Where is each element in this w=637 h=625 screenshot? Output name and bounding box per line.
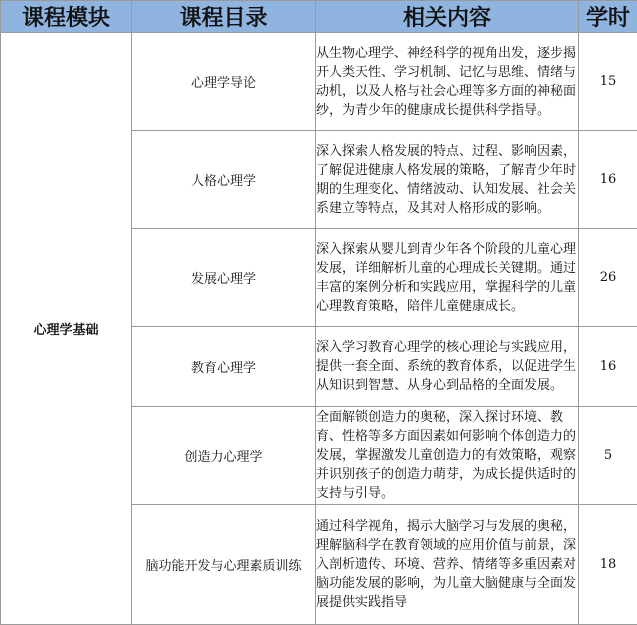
hours-cell: 18 <box>579 505 637 625</box>
header-content: 相关内容 <box>316 1 579 33</box>
catalog-cell: 创造力心理学 <box>132 407 316 505</box>
content-cell: 从生物心理学、神经科学的视角出发，逐步揭开人类天性、学习机制、记忆与思维、情绪与动机，以及人格与社会心理等多方面的神秘面纱，为青少年的健康成长提供科学指导。 <box>316 33 579 131</box>
hours-cell: 5 <box>579 407 637 505</box>
header-hours: 学时 <box>579 1 637 33</box>
content-cell: 全面解锁创造力的奥秘，深入探讨环境、教育、性格等多方面因素如何影响个体创造力的发展，掌握激发儿童创造力的有效策略，观察并识别孩子的创造力萌芽，为成长提供适时的支持与引导。 <box>316 407 579 505</box>
hours-cell: 26 <box>579 229 637 327</box>
header-catalog: 课程目录 <box>132 1 316 33</box>
catalog-cell: 发展心理学 <box>132 229 316 327</box>
catalog-cell: 脑功能开发与心理素质训练 <box>132 505 316 625</box>
content-cell: 深入探索从婴儿到青少年各个阶段的儿童心理发展，详细解析儿童的心理成长关键期。通过丰富的案例分析和实践应用，掌握科学的儿童心理教育策略，陪伴儿童健康成长。 <box>316 229 579 327</box>
catalog-cell: 教育心理学 <box>132 327 316 407</box>
header-module: 课程模块 <box>1 1 132 33</box>
header-row <box>1 1 637 33</box>
module-cell: 心理学基础 <box>1 33 132 625</box>
catalog-cell: 心理学导论 <box>132 33 316 131</box>
content-cell: 深入探索人格发展的特点、过程、影响因素，了解促进健康人格发展的策略，了解青少年时期的生理变化、情绪波动、认知发展、社会关系建立等特点，及其对人格形成的影响。 <box>316 131 579 229</box>
hours-cell: 15 <box>579 33 637 131</box>
content-cell: 深入学习教育心理学的核心理论与实践应用，提供一套全面、系统的教育体系，以促进学生从知识到智慧、从身心到品格的全面发展。 <box>316 327 579 407</box>
catalog-cell: 人格心理学 <box>132 131 316 229</box>
hours-cell: 16 <box>579 327 637 407</box>
table-row <box>1 33 637 131</box>
content-cell: 通过科学视角，揭示大脑学习与发展的奥秘，理解脑科学在教育领域的应用价值与前景，深入剖析遗传、环境、营养、情绪等多重因素对脑功能发展的影响，为儿童大脑健康与全面发展提供实践指导 <box>316 505 579 625</box>
hours-cell: 16 <box>579 131 637 229</box>
